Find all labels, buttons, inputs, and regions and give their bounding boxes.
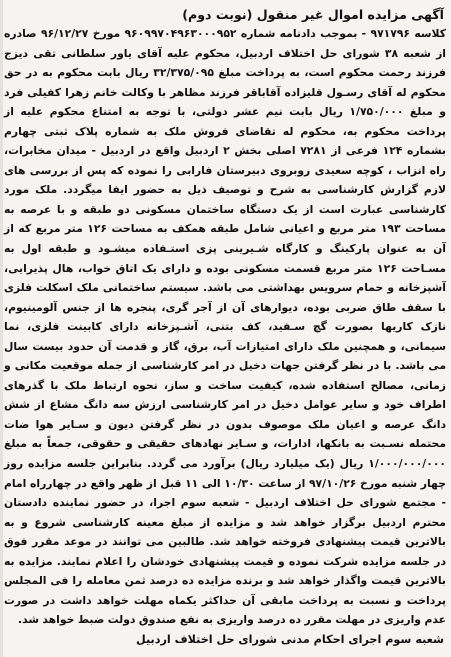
- notice-signature: شعبه سوم اجرای احکام مدنی شورای حل اختلاف اردبیل: [135, 632, 444, 646]
- scan-edge-shadow: [0, 0, 3, 657]
- auction-notice: [4, 5, 446, 649]
- notice-title: آگهی مزایده اموال غیر منقول (نوبت دوم): [182, 7, 444, 22]
- notice-body: کلاسه ۹۷۱۷۹۶ - بموجب دادنامه شماره ۹۶۰۹۹۷۰۴۹۶۳۰۰۰۹۵۲ مورخ ۹۶/۱۲/۲۷ صادره از شعبه ۳۸ شورای حل اختلاف اردبیل، محکوم علیه آقای یاور سلطانی تقی دیزج فرزند رحمت محکوم است، به پرداخت مبلغ ۳۲/۳۷۵/۰۹۵ ریال بابت محکوم به در حق محکوم له آقای رسـول قلیزاده آقاباقر فرزند مظاهر با وکالت خانم زهرا کفیلی فرد و مبلغ ۱/۷۵۰/۰۰۰ ریال بابت نیم عشر دولتی، با توجه به امتناع محکوم علیه از پرداخت محکوم به، محکوم له تقاضای فروش ملک به شماره پلاک ثبتی چهارم بشماره ۱۲۴ فرعی از ۷۲۸۱ اصلی بخش ۲ اردبیل واقع در اردبیل - میدان مخابرات، راه انزاب ، کوچه سعیدی روبروی دبیرستان فارابی را نموده که پس از بررسی های لازم گزارش کارشناسی به شرح و توصیف ذیل به حضور ایفا میگردد. ملک مورد کارشناسی عبارت است از یک دستگاه ساختمان مسکونی دو طبقه و با عرصه به مساحت ۱۹۳ متر مربع و اعیانی شامل طبقه همکف به مساحت ۱۲۶ متر مربع که از آن به عنوان پارکینگ و کارگاه شـیرینی پزی استـفاده میشـود و طبقه اول به مسـاحت ۱۲۶ متر مربع قسمت مسکونی بوده و دارای یک اتاق خواب، هال پذیرایی، آشپزخانه و حمام سرویس بهداشتی می باشد. سیستم ساختمانی ملک اسکلت فلزی با سقف طاق ضربی بوده، دیوارهای آن از آجر گری، پنجره ها از جنس آلومینیوم، نازک کاریها بصورت گچ سـفید، کف بتنی، آشـپزخانه دارای کابینت فلزی، نما سیمانی، و همچنین ملک دارای امتیازات آب، برق، گاز و قدمت آن حدود بیست سال می باشد. با در نظر گرفتن جهات دخیل در امر کارشناسی از جمله موقعیت مکانی و زمانی، مصالح استفاده شده، کیفیت ساخت و ساز، نحوه ارتباط ملک با گذرهای اطراف خود و سایر عوامل دخیل در امر کارشناسی ارزش سه دانگ مشاع از شش دانگ عرصه و اعیان ملک موصوف بدون در نظر گرفتن دیون و سـایر هوا ضات محتمله نسـبت به بانکها، ادارات، و سـایر نهادهای حقیقی و حقوقی، جمعاً به مبلغ ۱/۰۰۰/۰۰۰/۰۰۰ ریال (یک میلیارد ریال) برآورد می گردد. بنابراین جلسه مزایده روز چهار شنبه مورخ ۹۷/۱۰/۲۶ از ساعت ۱۰/۳۰ الی ۱۱ قبل از ظهر واقع در چهارراه امام - مجتمع شورای حل اختلاف اردبیل - شعبه سوم اجرا، در حضور نماینده دادستان محترم اردبیل برگزار خواهد شد و مزایده از مبلغ معینه کارشناسی شروع و به بالاترین قیمت پیشنهادی فروخته خواهد شد. طالبین می توانند در موعد مقرر فوق در جلسه مزایده شرکت نموده و قیمت پیشنهادی خودشان را اعلام نمایند. مزایده به بالاترین قیمت واگذار خواهد شد و برنده مزایده ده درصد ثمن معامله را فی المجلس پرداخت و نسبت به پرداخت مابقی آن حداکثر یکماه مهلت خواهد داشت در صورت عدم واریزی در مهلت مقرر ده درصد واریزی به نفع صندوق دولت ضبط خواهد شد.: [4, 27, 447, 627]
